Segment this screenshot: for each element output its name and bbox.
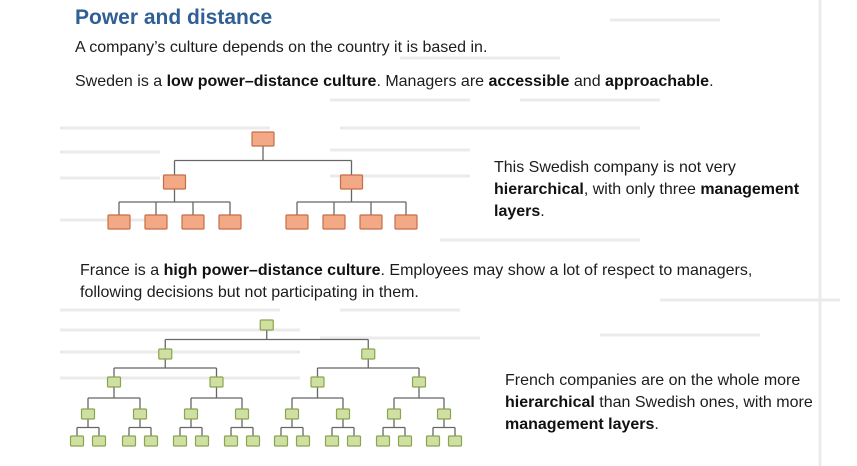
org-box-layer-5 — [174, 436, 187, 446]
org-box-layer-2 — [159, 349, 172, 359]
sweden-term-approachable: approachable — [605, 73, 710, 90]
org-box-layer-3 — [413, 377, 426, 387]
france-caption-text: French companies are on the whole more — [505, 372, 801, 389]
org-box-layer-5 — [123, 436, 136, 446]
sweden-caption-text: This Swedish company is not very — [494, 159, 736, 176]
france-caption-text: than Swedish ones, with more — [594, 394, 813, 411]
connector-lines — [77, 330, 455, 436]
org-box-layer-4 — [337, 409, 350, 419]
sweden-term-accessible: accessible — [488, 73, 570, 90]
org-box-layer-1 — [260, 320, 273, 330]
sweden-term-low-power-distance: low power–distance culture — [166, 73, 377, 90]
france-term-high-power-distance: high power–distance culture — [163, 262, 381, 279]
org-box-layer-5 — [71, 436, 84, 446]
france-text-1: France is a — [80, 262, 164, 279]
sweden-text-1: Sweden is a — [75, 73, 167, 90]
org-box-layer-4 — [236, 409, 249, 419]
sweden-caption-text: , with only three — [583, 181, 701, 198]
sweden-caption-term-hierarchical: hierarchical — [494, 181, 584, 198]
org-box-layer-4 — [134, 409, 147, 419]
org-box-layer-5 — [377, 436, 390, 446]
page-title: Power and distance — [75, 6, 273, 29]
org-box-layer-5 — [145, 436, 158, 446]
org-box-layer-2 — [362, 349, 375, 359]
org-box-layer-5 — [427, 436, 440, 446]
sweden-caption-text: . — [540, 203, 545, 220]
org-box-layer-5 — [275, 436, 288, 446]
org-box-layer-5 — [196, 436, 209, 446]
org-box-layer-4 — [185, 409, 198, 419]
org-box-layer-5 — [326, 436, 339, 446]
org-box-layer-5 — [449, 436, 462, 446]
france-text-3: following decisions but not participating in them. — [80, 284, 419, 301]
org-box-layer-4 — [286, 409, 299, 419]
france-caption-term-management-layers: management layers — [505, 416, 655, 433]
org-box-layer-5 — [297, 436, 310, 446]
france-caption-line-3 — [505, 415, 659, 435]
sweden-caption-term-layers: layers — [494, 203, 541, 220]
org-box-layer-5 — [247, 436, 260, 446]
org-box-layer-4 — [438, 409, 451, 419]
sweden-text-2: . Managers are — [376, 73, 489, 90]
france-caption-line-2 — [505, 393, 813, 413]
sweden-text-3: and — [569, 73, 606, 90]
france-caption-text: . — [654, 416, 659, 433]
org-box-layer-5 — [93, 436, 106, 446]
france-caption-term-hierarchical: hierarchical — [505, 394, 595, 411]
org-box-layer-5 — [225, 436, 238, 446]
org-box-layer-3 — [311, 377, 324, 387]
france-caption-line-1 — [505, 371, 800, 391]
org-box-layer-5 — [348, 436, 361, 446]
org-box-layer-3 — [108, 377, 121, 387]
org-box-layer-4 — [388, 409, 401, 419]
sweden-text-4: . — [709, 73, 714, 90]
france-text-2: . Employees may show a lot of respect to managers, — [380, 262, 753, 279]
org-box-layer-4 — [82, 409, 95, 419]
sweden-caption-term-management: management — [700, 181, 800, 198]
org-box-layer-3 — [210, 377, 223, 387]
org-box-layer-5 — [399, 436, 412, 446]
intro-text: A company’s culture depends on the country it is based in. — [75, 39, 488, 56]
